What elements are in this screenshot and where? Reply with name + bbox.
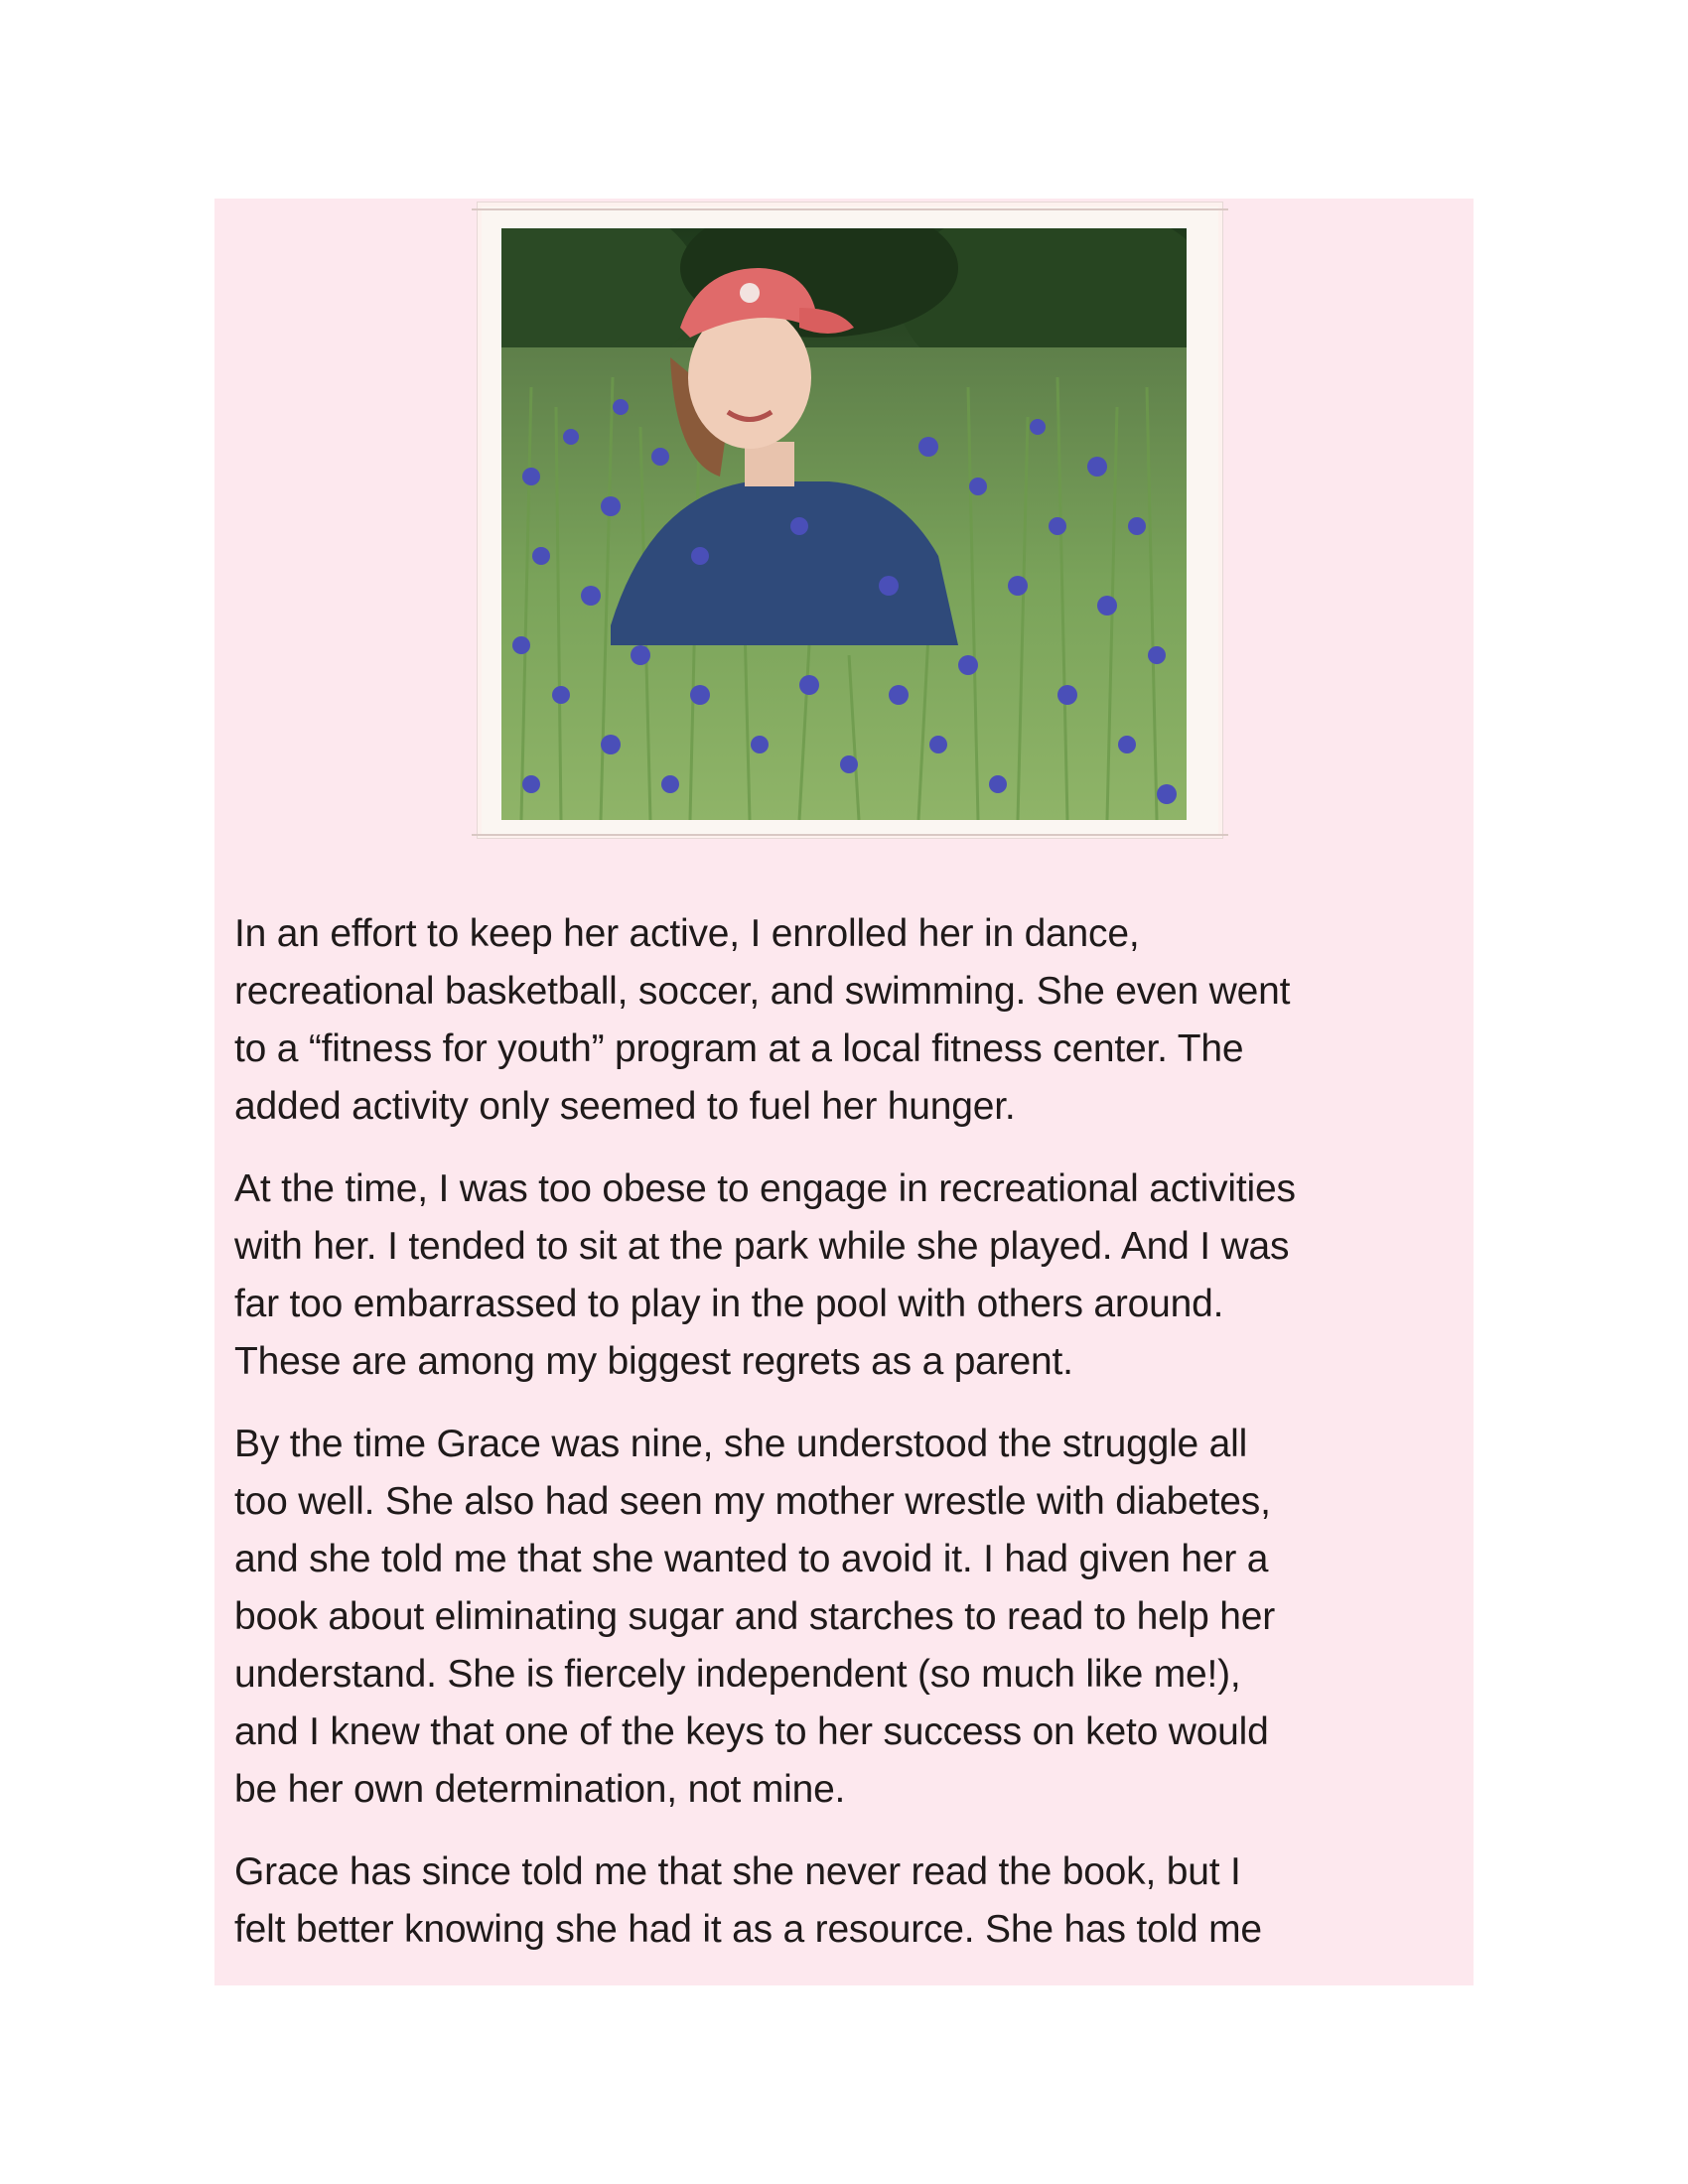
paragraph — [234, 1843, 1466, 1959]
text-line: far too embarrassed to play in the pool with others around. — [234, 1283, 1224, 1325]
text-line: felt better knowing she had it as a resource. She has told me — [234, 1908, 1262, 1951]
body-text — [234, 905, 1466, 1983]
text-line: to a “fitness for youth” program at a local fitness center. The — [234, 1027, 1244, 1070]
text-line: be her own determination, not mine. — [234, 1768, 846, 1811]
text-line: In an effort to keep her active, I enrolled her in dance, — [234, 912, 1140, 955]
text-line: with her. I tended to sit at the park while she played. And I was — [234, 1225, 1290, 1268]
text-line: recreational basketball, soccer, and swimming. She even went — [234, 970, 1291, 1013]
text-line: At the time, I was too obese to engage in recreational activities — [234, 1167, 1296, 1210]
text-line: and I knew that one of the keys to her success on keto would — [234, 1710, 1269, 1753]
text-line: too well. She also had seen my mother wrestle with diabetes, — [234, 1480, 1271, 1523]
text-line: and she told me that she wanted to avoid it. I had given her a — [234, 1538, 1269, 1580]
page-panel — [214, 199, 1474, 1985]
text-line: book about eliminating sugar and starches to read to help her — [234, 1595, 1275, 1638]
text-line: understand. She is fiercely independent (so much like me!), — [234, 1653, 1241, 1696]
text-line: These are among my biggest regrets as a parent. — [234, 1340, 1073, 1383]
text-line: By the time Grace was nine, she understood the struggle all — [234, 1423, 1248, 1465]
paragraph — [234, 905, 1466, 1136]
paragraph — [234, 1416, 1466, 1819]
text-line: added activity only seemed to fuel her hunger. — [234, 1085, 1016, 1128]
photo-girl-in-cornflower-field — [501, 228, 1187, 820]
photo-frame — [477, 202, 1223, 839]
text-line: Grace has since told me that she never read the book, but I — [234, 1850, 1241, 1893]
paragraph — [234, 1160, 1466, 1391]
